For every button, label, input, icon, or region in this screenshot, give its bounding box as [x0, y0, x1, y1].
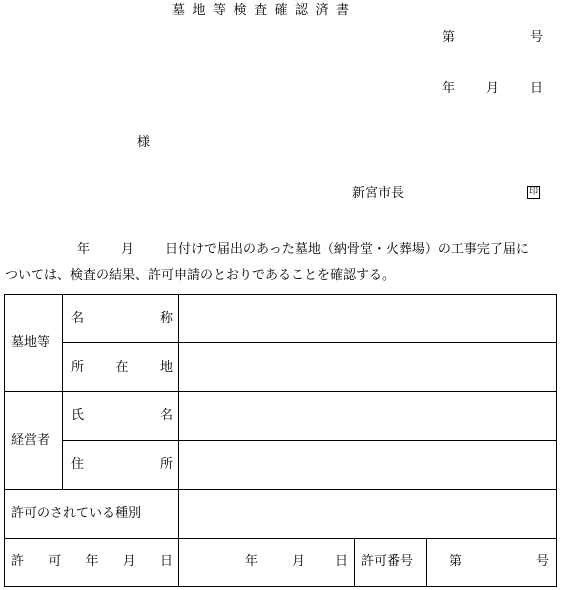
permit-number-prefix: 第: [449, 554, 463, 569]
operator-name-label-char: 氏: [71, 408, 85, 423]
permit-date-day: 日: [335, 554, 349, 569]
permit-type-label: 許可のされている種別: [11, 506, 142, 521]
name-label: [71, 311, 173, 327]
document-title: 墓地等検査確認済書: [172, 3, 357, 18]
number-suffix: 号: [530, 30, 544, 45]
permit-date-label-char: 年: [85, 554, 99, 569]
body-year: 年: [77, 242, 91, 257]
permit-number-suffix: 号: [536, 554, 550, 569]
date-day: 日: [530, 81, 544, 96]
name-label-char: 称: [159, 311, 173, 326]
date-month: 月: [486, 81, 500, 96]
body-text: [5, 237, 571, 289]
permit-date-month: 月: [292, 554, 306, 569]
permit-date-label-char: 日: [159, 554, 173, 569]
address-label: [71, 457, 173, 473]
location-label-char: 地: [159, 360, 173, 375]
location-label: [71, 360, 173, 376]
address-label-char: 住: [71, 457, 85, 472]
permit-date-label-char: 許: [11, 554, 25, 569]
operator-group-label: 経営者: [11, 433, 51, 448]
date-year: 年: [442, 81, 456, 96]
body-month: 月: [121, 242, 135, 257]
operator-name-label: [71, 408, 173, 424]
permit-date-label: [11, 554, 173, 570]
name-label-char: 名: [71, 311, 85, 326]
body-line-2: ついては、検査の結果、許可申請のとおりであることを確認する。: [5, 268, 396, 283]
issuer-title: 新宮市長: [352, 186, 405, 201]
body-line-1: [5, 237, 571, 263]
location-label-char: 所: [71, 360, 85, 375]
permit-number-label: 許可番号: [361, 554, 414, 569]
addressee-suffix: 様: [137, 135, 151, 150]
address-label-char: 所: [159, 457, 173, 472]
body-line1-rest: 日付けで届出のあった墓地（納骨堂・火葬場）の工事完了届に: [165, 242, 529, 257]
permit-date-label-char: 月: [122, 554, 136, 569]
cemetery-group-label: 墓地等: [11, 335, 51, 350]
permit-date-year: 年: [245, 554, 259, 569]
seal-mark: 印: [528, 187, 538, 197]
operator-name-label-char: 名: [159, 408, 173, 423]
permit-date-label-char: 可: [48, 554, 62, 569]
location-label-char: 在: [115, 360, 129, 375]
number-prefix: 第: [442, 30, 456, 45]
